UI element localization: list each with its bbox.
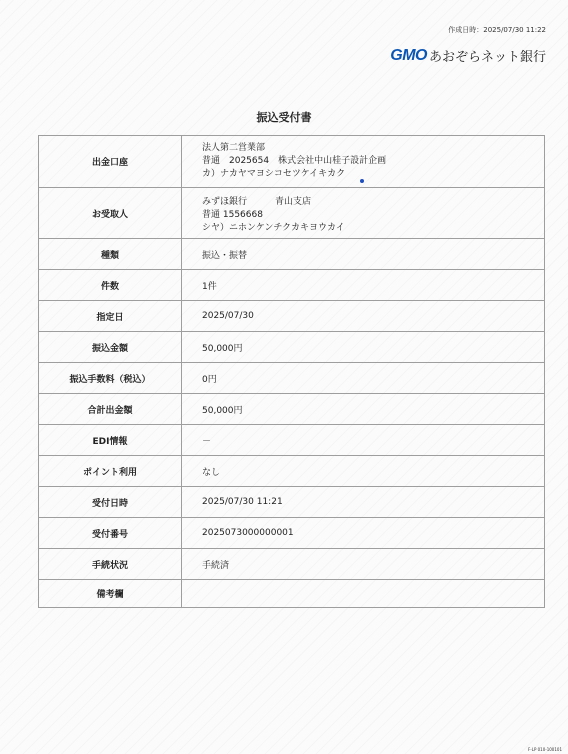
account-branch: 法人第二営業部: [202, 143, 266, 153]
field-label: 出金口座: [39, 136, 182, 188]
field-label: お受取人: [39, 188, 182, 239]
table-row: [39, 425, 545, 456]
marker-dot-icon: [360, 179, 364, 183]
field-label: 合計出金額: [39, 394, 182, 425]
payee-bank: [202, 194, 543, 207]
table-row: [39, 301, 545, 332]
table-row: [39, 239, 545, 270]
payee-branch-name: 青山支店: [275, 196, 312, 207]
field-value: なし: [182, 456, 545, 487]
bank-logo: [390, 46, 546, 65]
field-value: 0円: [182, 363, 545, 394]
field-value: 振込・振替: [182, 239, 545, 270]
table-row: [39, 487, 545, 518]
table-row: [39, 332, 545, 363]
table-row-payee: [39, 188, 545, 239]
form-number: F-LP 010-100101: [527, 747, 562, 752]
field-label: 種類: [39, 239, 182, 270]
field-value: 50,000円: [182, 332, 545, 363]
field-label: 件数: [39, 270, 182, 301]
table-row: [39, 270, 545, 301]
field-label: 指定日: [39, 301, 182, 332]
field-label: EDI情報: [39, 425, 182, 456]
document-title: 振込受付書: [256, 111, 312, 124]
field-label: ポイント利用: [39, 456, 182, 487]
table-row: [39, 363, 545, 394]
account-kana: カ）ナカヤマヨシコセツケイキカク: [202, 169, 346, 179]
table-row: [39, 456, 545, 487]
logo-text: あおぞらネット銀行: [428, 50, 546, 65]
logo-mark: GMO: [390, 46, 427, 64]
field-label: 備考欄: [39, 580, 182, 608]
table-row: [39, 549, 545, 580]
created-datetime: 作成日時：2025/07/30 11:22: [448, 26, 546, 34]
payee-bank-name: みずほ銀行: [202, 196, 248, 207]
table-row-account: [39, 136, 545, 188]
transfer-receipt-table: [38, 135, 545, 608]
table-row: [39, 394, 545, 425]
table-row: [39, 580, 545, 608]
field-value: －: [182, 425, 545, 456]
payee-account-number: 普通 1556668: [202, 209, 263, 220]
field-value: 50,000円: [182, 394, 545, 425]
field-value: [182, 580, 545, 608]
field-value-payee: [182, 188, 545, 239]
table-row: [39, 518, 545, 549]
field-value-account: [182, 136, 545, 188]
field-value: 1件: [182, 270, 545, 301]
field-label: 振込金額: [39, 332, 182, 363]
field-label: 振込手数料（税込）: [39, 363, 182, 394]
field-label: 受付日時: [39, 487, 182, 518]
field-label: 受付番号: [39, 518, 182, 549]
field-value: 2025/07/30 11:21: [182, 487, 545, 518]
field-value: 2025073000000001: [182, 518, 545, 549]
field-value: 2025/07/30: [182, 301, 545, 332]
field-label: 手続状況: [39, 549, 182, 580]
account-number-holder: 普通 2025654 株式会社中山桂子設計企画: [202, 156, 387, 166]
field-value: 手続済: [182, 549, 545, 580]
payee-kana: シヤ）ニホンケンチクカキヨウカイ: [202, 222, 345, 233]
